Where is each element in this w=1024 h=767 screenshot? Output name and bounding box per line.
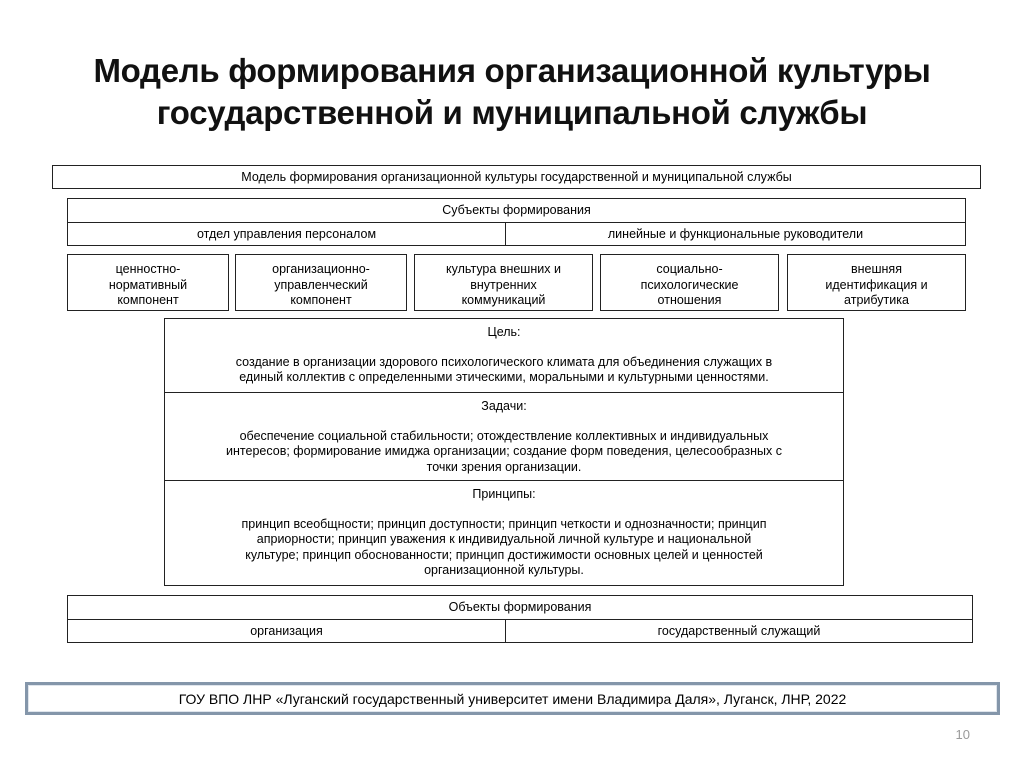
diagram-header-box [52, 165, 981, 189]
title-line-2: государственной и муниципальной службы [156, 94, 868, 131]
component-2-line-2: управленческий [274, 277, 368, 292]
objects-label-box [67, 595, 973, 620]
component-3-line-1: культура внешних и [446, 262, 561, 276]
component-3-line-2: внутренних [470, 277, 537, 292]
goal-line-1: создание в организации здорового психологического климата для объединения служащих в [235, 354, 773, 369]
goal-line-2: единый коллектив с определенными этическими, моральными и культурными ценностями. [239, 370, 769, 384]
goal-label: Цель: [487, 325, 521, 339]
component-socio-psychological [600, 254, 779, 311]
principles-line-3: культуре; принцип обоснованности; принцип достижимости основных целей и ценностей [245, 547, 763, 562]
objects-row [67, 619, 973, 643]
principles-line-1: принцип всеобщности; принцип доступности; принцип четкости и однозначности; принцип [241, 516, 767, 531]
principles-line-4: организационной культуры. [424, 563, 584, 577]
subject-right-text: линейные и функциональные руководители [607, 226, 864, 241]
component-value-normative [67, 254, 229, 311]
subject-line-managers [505, 223, 965, 245]
subjects-label: Субъекты формирования [442, 203, 591, 217]
component-org-management [235, 254, 407, 311]
component-1-line-3: компонент [117, 293, 179, 307]
principles-line-2: априорности; принцип уважения к индивидуальной личной культуре и национальной [256, 532, 752, 546]
tasks-label: Задачи: [481, 399, 527, 413]
page-number: 10 [955, 727, 970, 742]
component-external-identification [787, 254, 966, 311]
footer-banner [25, 682, 1000, 715]
component-4-line-3: отношения [657, 293, 722, 307]
tasks-line-2: интересов; формирование имиджа организации; создание форм поведения, целесообразных с [226, 444, 782, 458]
component-4-line-2: психологические [640, 277, 739, 292]
component-3-line-3: коммуникаций [461, 293, 546, 307]
component-5-line-1: внешняя [851, 262, 902, 276]
component-1-line-2: нормативный [108, 277, 188, 292]
component-4-line-1: социально- [656, 262, 723, 276]
diagram-header-text: Модель формирования организационной культуры государственной и муниципальной службы [241, 169, 792, 184]
object-civil-servant [505, 620, 972, 642]
title-line-1: Модель формирования организационной культуры [93, 52, 931, 89]
component-1-line-1: ценностно- [115, 262, 181, 276]
tasks-section [164, 392, 844, 481]
component-5-line-2: идентификация и [825, 277, 928, 292]
component-5-line-3: атрибутика [844, 293, 909, 307]
object-left-text: организация [250, 623, 323, 638]
principles-section [164, 480, 844, 586]
component-2-line-3: компонент [290, 293, 352, 307]
subjects-label-box [67, 198, 966, 223]
tasks-line-1: обеспечение социальной стабильности; отождествление коллективных и индивидуальных [239, 428, 769, 443]
component-communications [414, 254, 593, 311]
tasks-line-3: точки зрения организации. [426, 459, 582, 474]
subject-hr-department [68, 223, 505, 245]
component-2-line-1: организационно- [272, 262, 370, 276]
footer-text: ГОУ ВПО ЛНР «Луганский государственный университет имени Владимира Даля», Луганск, ЛНР, 2022 [178, 690, 847, 707]
object-organization [68, 620, 505, 642]
subject-left-text: отдел управления персоналом [196, 226, 377, 241]
principles-label: Принципы: [472, 487, 536, 501]
subjects-row [67, 222, 966, 246]
object-right-text: государственный служащий [657, 623, 821, 638]
page-title [40, 50, 984, 134]
objects-label: Объекты формирования [448, 600, 592, 614]
goal-section [164, 318, 844, 393]
